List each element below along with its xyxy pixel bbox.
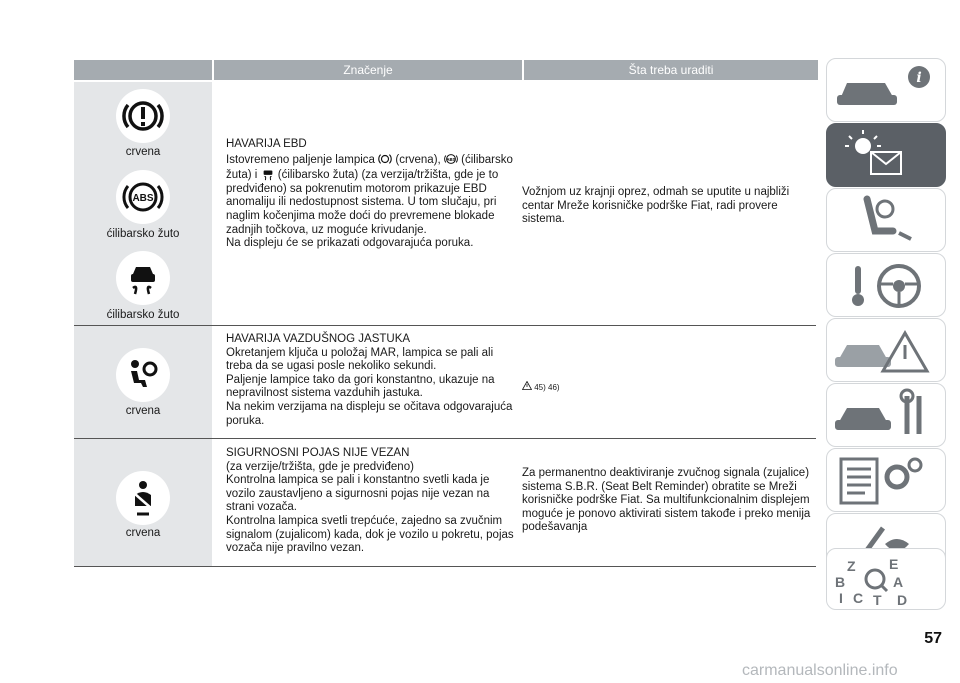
airbag-text-1: Okretanjem ključa u položaj MAR, lampica se pali ali treba da se ugasi posle nekoliko sekundi. <box>226 346 494 373</box>
esc-label: ćilibarsko žuto <box>106 309 180 321</box>
seatbelt-text-3: Kontrolna lampica svetli trepćuće, zajedno sa zvučnim signalom (zujalicom) kada, dok je vozilo u pokretu, pojas vozača nije pravilno vezan. <box>226 514 514 555</box>
car-info-icon <box>827 59 945 121</box>
car-service-icon <box>827 384 945 446</box>
brake-label: crvena <box>125 146 161 158</box>
warning-triangle-icon <box>522 381 532 390</box>
ebd-description <box>226 138 516 251</box>
tab-emergency[interactable] <box>826 318 946 382</box>
svg-text:A: A <box>893 574 904 590</box>
specs-gear-icon <box>827 449 945 511</box>
svg-text:B: B <box>835 574 846 590</box>
header-meaning: Značenje <box>214 60 522 80</box>
svg-text:i: i <box>916 70 922 86</box>
seatbelt-description <box>226 447 516 556</box>
brake-inline-icon <box>378 152 392 166</box>
ebd-action: Vožnjom uz krajnji oprez, odmah se uputite u najbliži centar Mreže korisničke podrške Fiat, radi provere sistema. <box>522 186 790 226</box>
tab-safety[interactable] <box>826 188 946 252</box>
tab-car-info[interactable] <box>826 58 946 122</box>
alphabet-index-icon <box>827 549 945 609</box>
tab-starting-driving[interactable] <box>826 253 946 317</box>
airbag-title: HAVARIJA VAZDUŠNOG JASTUKA <box>226 333 411 345</box>
seatbelt-text-1: (za verzije/tržišta, gde je predviđeno) <box>226 460 414 473</box>
airbag-description <box>226 333 516 428</box>
abs-inline-icon <box>444 152 458 166</box>
svg-text:T: T <box>873 592 882 608</box>
ebd-title: HAVARIJA EBD <box>226 138 307 150</box>
warning-references: 45) 46) <box>522 381 560 392</box>
footer-watermark: carmanualsonline.info <box>742 662 898 679</box>
tab-warning-lights[interactable] <box>826 123 946 187</box>
row-separator <box>74 438 816 439</box>
svg-text:ABS: ABS <box>132 193 154 204</box>
abs-icon <box>115 169 171 225</box>
brake-warning-icon <box>115 88 171 144</box>
page-number: 57 <box>924 630 942 647</box>
airbag-warning-icon <box>115 347 171 403</box>
ebd-text: Istovremeno paljenje lampica (crvena), ABS (ćilibarsko žuta) i (ćilibarsko žuta) (za verzija/tržišta, gde je to predviđeno) sa pokrenutim motorom prikazuje EBD anomaliju ili nedostupnost sistema. U tom slučaju, pri naglim kočenjima može doći do prevremene blokade zadnjih točkova, uz moguće krivudanje. <box>226 153 513 236</box>
airbag-label: crvena <box>125 405 161 417</box>
esc-icon <box>115 250 171 306</box>
warning-lights-icon <box>827 124 945 186</box>
svg-text:D: D <box>897 592 908 608</box>
esc-inline-icon <box>261 167 275 181</box>
seatbelt-text-2: Kontrolna lampica se pali i konstantno svetli kada je vozilo zaustavljeno a sigurnosni pojas nije vezan na strani vozača. <box>226 474 490 514</box>
svg-text:Z: Z <box>847 558 856 574</box>
tab-technical-data[interactable] <box>826 448 946 512</box>
airbag-seat-icon <box>827 189 945 251</box>
key-steering-wheel-icon <box>827 254 945 316</box>
airbag-text-3: Na nekim verzijama na displeju se očitava odgovarajuća poruka. <box>226 400 513 427</box>
svg-text:C: C <box>853 590 864 606</box>
header-action: Šta treba uraditi <box>524 60 818 80</box>
seatbelt-label: crvena <box>125 527 161 539</box>
row-separator <box>74 566 816 567</box>
svg-text:ABS: ABS <box>446 156 456 162</box>
abs-label: ćilibarsko žuto <box>106 228 180 240</box>
svg-text:E: E <box>889 556 899 572</box>
ebd-text-display: Na displeju će se prikazati odgovarajuća poruka. <box>226 237 474 250</box>
seatbelt-title: SIGURNOSNI POJAS NIJE VEZAN <box>226 447 410 459</box>
tab-maintenance[interactable] <box>826 383 946 447</box>
car-warning-icon <box>827 319 945 381</box>
header-spacer <box>74 60 212 80</box>
seatbelt-action: Za permanentno deaktiviranje zvučnog signala (zujalice) sistema S.B.R. (Seat Belt Reminder) obratite se Mreži korisničke podrške Fiat. Sa multifunkcionalnim displejem moguće je ponovo aktivirati sistem takođe i preko menija podešavanja <box>522 467 811 534</box>
row-separator <box>74 325 816 326</box>
tab-index[interactable] <box>826 548 946 610</box>
airbag-text-2: Paljenje lampice tako da gori konstantno, ukazuje na nepravilnost sistema vazduhih jastuka. <box>226 373 495 400</box>
svg-text:I: I <box>839 590 843 606</box>
seatbelt-warning-icon <box>115 470 171 526</box>
